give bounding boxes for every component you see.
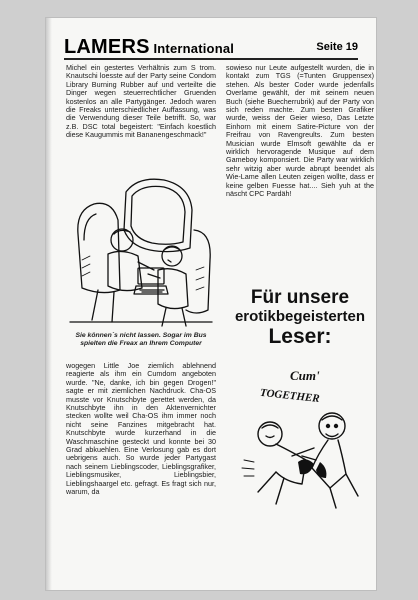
ad-line-1: Für unsere: [250, 287, 350, 308]
logo-sub-text: International: [149, 41, 235, 56]
article-column-right: [226, 64, 374, 199]
article-paragraph: Michel ein gestertes Verhältnis zum S trom. Knautschi loesste auf der Party seine Condom Library Burning Rubber auf und verteilte die Dinger wegen steuerrechtlicher Gruenden kostenlos an alle Partygänger. Jedoch waren die Freaks unterschiedlicher Auffassung, was die Verwendung dieser Teile betrifft. So, war z.B. DSC total begeistert: "Einfach koestlich diese Kaugummis mit Bananengeschmack!": [66, 63, 216, 140]
cartoon-text-together: TOGETHER: [259, 386, 321, 406]
ad-line-3: Leser:: [268, 325, 332, 348]
erotic-ad-heading: [226, 288, 374, 348]
magazine-page: [46, 18, 376, 590]
article-paragraph: sowieso nur Leute aufgestellt wurden, die in kontakt zum TGS (=Tunten Gruppensex) stehen. Als bester Coder wurde jedenfalls Overlame gewählt, der mit seinem neuen Buch (siehe Buecherrubrik) auf der Party von sich reden machte. Zum besten Grafiker wurde, weiss der Geier wieso, Das Letzte Einhorn mit einem Satire-Picture von der Freifrau von Ravengreults. Zum besten Musician wurde Elmsoft gewählte da er wirklich hervoragende Musique auf dem Gameboy komponsiert. Die Party war wirklich sehr witzig aber wurde abrupt beendet als Wie-Lame allen Leuten zeigen wollte, dass er keine gelben Fuesse hat.... Sieh yuh at the näscht CPC Pardäh!: [226, 63, 374, 199]
page-header: [64, 36, 358, 60]
magazine-logo: [64, 36, 234, 60]
article-paragraph: wogegen Little Joe ziemlich ablehnend reagierte als ihm ein Cumdom angeboten wurde. "Ne, danke, ich bin gegen Drogen!" sagte er mit ziemlichen Nachdruck. Cha-OS musste vor Knutschbyte gerettet werden, da Knutschbyte ihn in den Aktenvernichter stecken wollte weil Cha-OS ihm immer noch nicht seine Fanzines mitgebracht hat. Knutschbyte wurde kurzerhand in die Waschmaschine gesteckt und konnte bei 30 Grad abkuehlen. Eine Verlosung gab es dort uebrigens auch. So wurde jeder Partygast nach seinem Lieblingscoder, Lieblingsgrafiker, Lieblingsmusiker, Lieblingsbier, Lieblingshaargel etc. gefragt. Es fragt sich nur, warum, da: [66, 361, 216, 497]
ad-line-2: erotikbegeisterten: [234, 308, 366, 325]
article-column-left-top: [66, 64, 216, 140]
cartoon-caption: Sie können´s nicht lassen. Sogar im Bus spielten die Freax an Ihrem Computer: [75, 332, 207, 347]
logo-main-text: LAMERS: [64, 36, 150, 58]
bus-computer-cartoon: [68, 170, 214, 330]
article-column-left-bottom: [66, 362, 216, 497]
cum-together-cartoon: [236, 364, 364, 514]
page-number: Seite 19: [316, 41, 358, 53]
cartoon-text-cum: Cum': [290, 368, 320, 383]
